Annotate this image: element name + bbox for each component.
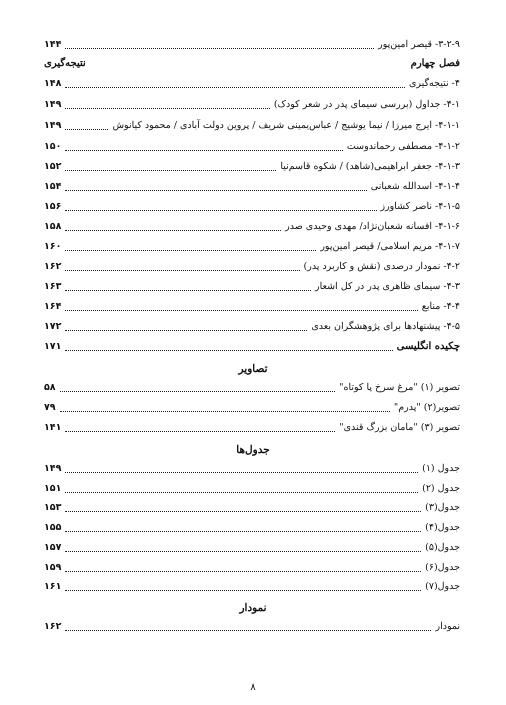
toc-entry-page: ۱۴۴ [44,39,62,50]
toc-entry [44,140,460,154]
chapter-note: نتیجه‌گیری [44,58,86,69]
toc-entry [44,280,460,294]
toc-entry [44,160,460,174]
toc-entry-label: ۴-۱-۲- مصطفی رحماندوست [346,141,460,152]
toc-entry [44,462,460,476]
toc-entry-page: ۱۵۲ [44,161,62,172]
toc-entry-label: ۴-۳- سیمای ظاهری پدر در کل اشعار [315,281,460,292]
chart-section-title: نمودار [239,602,267,614]
toc-entry [44,119,460,133]
toc-entry-label: تصویر (۱) "مرغ سرخ پا کوتاه" [339,382,460,393]
dot-leader [65,571,421,572]
toc-entry-label: جدول(۷) [425,581,460,592]
toc-entry [44,482,460,496]
toc-entry-label: ۴-۵- پیشنهادها برای پژوهشگران بعدی [311,321,460,332]
toc-entry-page: ۱۶۲ [44,621,62,632]
dot-leader [65,472,418,473]
dot-leader [65,531,421,532]
toc-entry-page: ۵۸ [44,382,56,393]
toc-entry [44,38,460,52]
toc-entry-label: جدول(۶) [425,562,460,573]
toc-entry [44,320,460,334]
dot-leader [65,108,269,109]
toc-entry-page: ۱۵۶ [44,201,62,212]
dot-leader [65,270,299,271]
chapter-title: فصل چهارم [410,58,460,69]
toc-entry-label: ۴-۱-۶- افسانه شعبان‌نژاد/ مهدی وحیدی صدر [285,221,460,232]
dot-leader [65,230,281,231]
toc-entry [44,561,460,575]
toc-entry-page: ۱۴۹ [44,463,62,474]
dot-leader [65,48,374,49]
dot-leader [65,511,421,512]
toc-entry [44,521,460,535]
images-section-title: تصاویر [238,363,268,375]
toc-entry-page: ۱۵۷ [44,542,62,553]
toc-entry-page: ۱۵۵ [44,522,62,533]
dot-leader [65,210,376,211]
toc-entry-label: ۳-۲-۹- قیصر امین‌پور [378,39,460,50]
toc-entry [44,381,460,395]
dot-leader [65,350,392,351]
toc-entry-label: جدول(۵) [425,542,460,553]
toc-entry-page: ۱۴۸ [44,78,62,89]
toc-entry-page: ۱۵۱ [44,483,62,494]
toc-entry [44,98,460,112]
toc-entry [44,541,460,555]
dot-leader [65,310,417,311]
toc-entry-label: تصویر (۳) "مامان بزرگ قندی" [339,422,460,433]
toc-entry [44,220,460,234]
toc-entry-label: ۴-۱-۴- اسدالله شعبانی [370,181,460,192]
toc-entry-label: ۴-۲- نمودار درصدی (نقش و کاربرد پدر) [303,261,460,272]
toc-entry-label: تصویر(۲) "پدرم" [393,402,460,413]
dot-leader [65,170,276,171]
toc-entry [44,501,460,515]
dot-leader [65,551,421,552]
toc-entry [44,300,460,314]
toc-entry-label: ۴-۱-۵- ناصر کشاورز [380,201,460,212]
tables-section-title: جدول‌ها [236,444,270,456]
dot-leader [65,87,405,88]
toc-entry-english-abstract [44,340,460,354]
toc-entry-label: جدول(۳) [425,502,460,513]
toc-entry [44,421,460,435]
dot-leader [65,590,421,591]
dot-leader [65,190,366,191]
toc-entry-page: ۱۴۹ [44,120,62,131]
toc-entry-label: نمودار [435,621,460,632]
toc-entry-label: جدول (۱) [422,463,460,474]
toc-entry [44,260,460,274]
toc-entry-page: ۱۵۸ [44,221,62,232]
toc-entry-page: ۱۶۳ [44,281,62,292]
toc-entry-page: ۱۶۲ [44,261,62,272]
dot-leader [65,330,307,331]
toc-entry [44,200,460,214]
toc-entry-page: ۱۷۱ [44,341,62,352]
toc-entry-label: جدول (۲) [422,483,460,494]
toc-entry-page: ۷۹ [44,402,56,413]
dot-leader [65,129,108,130]
chapter-heading [44,57,460,71]
dot-leader [65,630,431,631]
dot-leader [65,290,311,291]
dot-leader [65,250,316,251]
toc-entry [44,401,460,415]
toc-entry [44,240,460,254]
dot-leader [60,411,390,412]
dot-leader [60,391,336,392]
dot-leader [65,150,342,151]
toc-entry-page: ۱۷۲ [44,321,62,332]
toc-entry-label: ۴-۱-۳- جعفر ابراهیمی(شاهد) / شکوه قاسم‌نیا [280,161,460,172]
toc-entry-page: ۱۴۹ [44,99,62,110]
dot-leader [65,431,335,432]
toc-entry-label: ۴-۱-۱- ایرج میرزا / نیما یوشیج / عباس‌یمینی شریف / پروین دولت آبادی / محمود کیانوش [112,120,460,131]
toc-entry-label: ۴-۴- منابع [421,301,460,312]
dot-leader [65,492,418,493]
toc-entry-page: ۱۶۰ [44,241,62,252]
toc-entry-label: ۴-۱- جداول (بررسی سیمای پدر در شعر کودک) [273,99,460,110]
toc-entry [44,77,460,91]
toc-entry-page: ۱۵۰ [44,141,62,152]
toc-entry [44,620,460,634]
toc-entry-page: ۱۵۹ [44,562,62,573]
toc-entry-label: ۴- نتیجه‌گیری [408,78,460,89]
toc-entry-page: ۱۵۳ [44,502,62,513]
toc-entry-label: جدول(۴) [425,522,460,533]
toc-entry-page: ۱۶۱ [44,581,62,592]
page-number: ۸ [250,682,256,693]
toc-entry-page: ۱۴۱ [44,422,62,433]
toc-entry-label: ۴-۱-۷- مریم اسلامی/ قیصر امین‌پور [320,241,460,252]
toc-entry [44,580,460,594]
toc-entry-page: ۱۵۴ [44,181,62,192]
toc-entry-page: ۱۶۴ [44,301,62,312]
toc-entry-label: چکیده انگلیسی [396,341,460,352]
toc-entry [44,180,460,194]
